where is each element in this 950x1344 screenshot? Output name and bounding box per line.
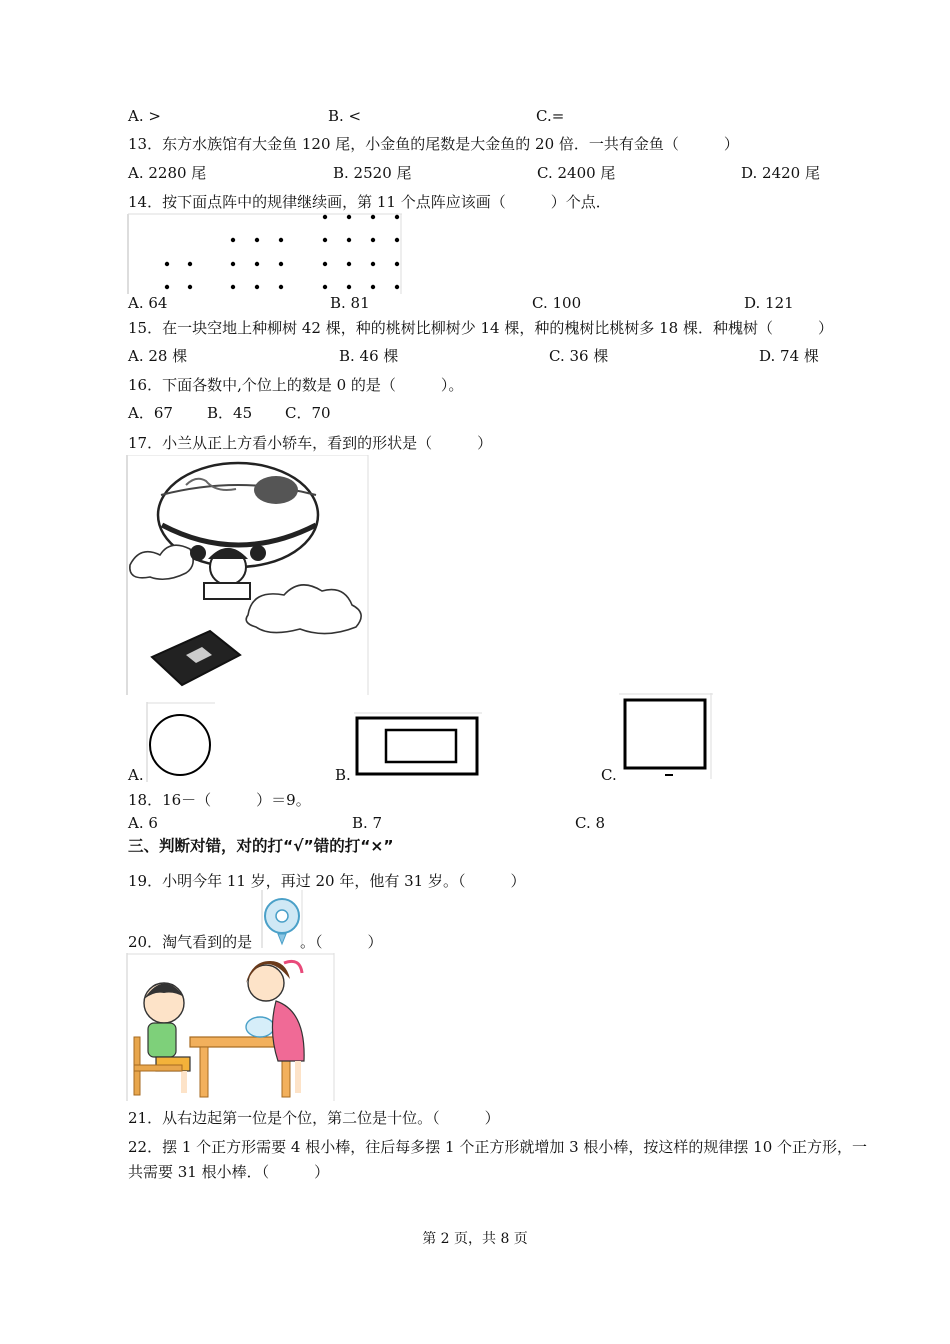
q14-option-a: A. 64 (128, 294, 168, 312)
q15-option-b: B. 46 棵 (339, 347, 399, 365)
q14-question: 14．按下面点阵中的规律继续画，第 11 个点阵应该画（ ）个点． (128, 193, 611, 211)
q12-option-b: B. < (328, 107, 362, 125)
q13-option-a: A. 2280 尾 (128, 164, 207, 182)
q15-option-a: A. 28 棵 (128, 347, 188, 365)
q14-option-b: B. 81 (330, 294, 370, 312)
q13-option-d: D. 2420 尾 (741, 164, 820, 182)
q16-option-a: A．67 (128, 404, 173, 422)
q15-option-c: C. 36 棵 (549, 347, 609, 365)
circle-shape-option (146, 702, 216, 782)
q13-option-c: C. 2400 尾 (537, 164, 616, 182)
square-shape-option (619, 693, 713, 779)
q15-question: 15．在一块空地上种柳树 42 棵，种的桃树比柳树少 14 棵，种的槐树比桃树多 18 棵．种槐树（ ） (128, 319, 833, 337)
page-number: 第 2 页，共 8 页 (422, 1231, 528, 1247)
q15-option-d: D. 74 棵 (759, 347, 819, 365)
q18-question: 18．16－（ ）＝9。 (128, 791, 311, 809)
q16-option-c: C．70 (285, 404, 331, 422)
q13-question: 13．东方水族馆有大金鱼 120 尾，小金鱼的尾数是大金鱼的 20 倍．一共有金鱼（ ） (128, 135, 739, 153)
q21-question: 21．从右边起第一位是个位，第二位是十位。（ ） (128, 1109, 500, 1127)
teapot-top-view-icon (260, 890, 304, 948)
q20-question-start: 20．淘气看到的是 (128, 933, 253, 951)
dot-matrix-figure (127, 212, 403, 296)
q17-option-a: A. (128, 766, 144, 784)
q14-option-c: C. 100 (532, 294, 582, 312)
q12-option-a: A. > (128, 107, 161, 125)
kids-at-table-illustration (126, 953, 336, 1101)
q18-option-b: B. 7 (352, 814, 383, 832)
q22-question-line1: 22．摆 1 个正方形需要 4 根小棒，往后每多摆 1 个正方形就增加 3 根小棒，按这样的规律摆 10 个正方形，一 (128, 1138, 868, 1156)
q22-question-line2: 共需要 31 根小棒．（ ） (128, 1163, 330, 1181)
q16-question: 16．下面各数中,个位上的数是 0 的是（ ）。 (128, 376, 464, 394)
q17-option-c: C. (601, 766, 617, 784)
q16-option-b: B．45 (207, 404, 253, 422)
q18-option-a: A. 6 (128, 814, 158, 832)
q13-option-b: B. 2520 尾 (333, 164, 412, 182)
q19-question: 19．小明今年 11 岁，再过 20 年，他有 31 岁。（ ） (128, 872, 526, 890)
q14-option-d: D. 121 (744, 294, 794, 312)
q17-option-b: B. (335, 766, 351, 784)
section-heading: 三、判断对错，对的打“√”错的打“×” (128, 837, 394, 855)
q17-question: 17．小兰从正上方看小轿车，看到的形状是（ ） (128, 434, 493, 452)
q20-question-end: 。（ ） (300, 933, 383, 951)
hot-air-balloon-illustration (126, 455, 370, 695)
q12-option-c: C.= (536, 107, 565, 125)
q18-option-c: C. 8 (575, 814, 606, 832)
nested-rectangle-option (354, 712, 482, 780)
